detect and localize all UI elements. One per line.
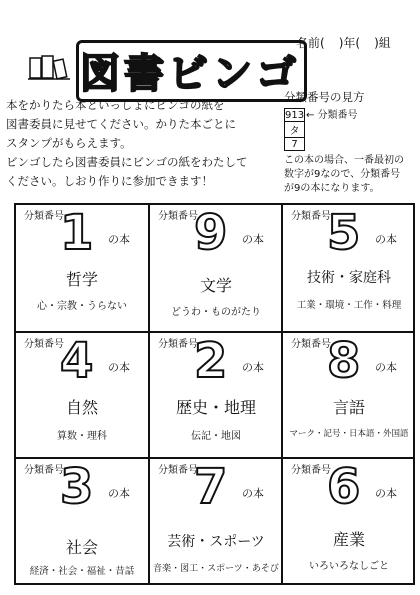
cell-label: 分類番号 [24, 211, 64, 222]
instruction-line: スタンプがもらえます。 [6, 136, 132, 150]
cell-examples: いろいろなしごと [309, 561, 389, 572]
cell-category: 技術・家庭科 [307, 270, 391, 286]
cell-suffix: の本 [242, 361, 264, 374]
guide-note [284, 154, 416, 196]
cell-number: 4 [60, 333, 94, 389]
cell-suffix: の本 [375, 361, 397, 374]
instruction-line: ビンゴしたら図書委員にビンゴの紙をわたして [6, 155, 248, 169]
guide-note-line: が9の本になります。 [284, 183, 380, 194]
cell-suffix: の本 [108, 487, 130, 500]
books-icon [28, 52, 70, 82]
cell-label: 分類番号 [291, 465, 331, 476]
guide-note-line: 数字が9なので、分類番号 [284, 169, 401, 180]
cell-examples: マーク・記号・日本語・外国語 [289, 429, 409, 439]
instruction-line: 図書委員に見せてください。かりた本ごとに [6, 117, 236, 131]
cell-category: 芸術・スポーツ [167, 534, 265, 550]
cell-examples: どうわ・ものがたり [171, 307, 261, 318]
cell-label: 分類番号 [158, 465, 198, 476]
cell-number: 8 [327, 333, 361, 389]
instruction-line: ください。しおり作りに参加できます！ [6, 174, 213, 188]
bingo-cell[interactable] [16, 333, 148, 459]
name-grade-class-line [296, 34, 391, 51]
cell-number: 1 [60, 205, 94, 261]
name-prefix: 名前( [296, 36, 325, 50]
cell-suffix: の本 [108, 361, 130, 374]
code-row: タ [285, 122, 305, 138]
cell-examples: 伝記・地図 [191, 431, 241, 442]
cell-examples: 音楽・図工・スポーツ・あそび [153, 564, 279, 574]
guide-note-line: この本の場合、一番最初の [284, 155, 404, 166]
code-label-example [284, 108, 305, 151]
cell-label: 分類番号 [291, 339, 331, 350]
cell-suffix: の本 [375, 233, 397, 246]
cell-label: 分類番号 [158, 339, 198, 350]
cell-examples: 経済・社会・福祉・昔話 [29, 566, 135, 577]
cell-category: 自然 [65, 398, 98, 417]
cell-number: 6 [327, 459, 361, 515]
bingo-grid [14, 203, 415, 585]
page-title: 図書ビンゴ [80, 51, 300, 97]
cell-category: 言語 [332, 398, 365, 417]
grade-suffix: )年( [338, 36, 361, 50]
cell-suffix: の本 [242, 233, 264, 246]
cell-suffix: の本 [108, 233, 130, 246]
cell-category: 産業 [332, 530, 365, 549]
cell-label: 分類番号 [158, 211, 198, 222]
cell-examples: 算数・理科 [57, 431, 107, 442]
cell-category: 文学 [199, 276, 232, 295]
cell-number: 7 [194, 459, 228, 515]
cell-label: 分類番号 [24, 339, 64, 350]
cell-number: 2 [194, 333, 228, 389]
classification-guide [284, 90, 414, 104]
bingo-cell[interactable] [150, 333, 282, 459]
cell-examples: 工業・環境・工作・料理 [296, 300, 402, 311]
bingo-cell[interactable] [150, 205, 282, 331]
bingo-cell[interactable] [283, 333, 415, 459]
bingo-cell[interactable] [283, 459, 415, 585]
cell-category: 哲学 [65, 270, 98, 289]
bingo-cell[interactable] [150, 459, 282, 585]
bingo-cell[interactable] [16, 459, 148, 585]
bingo-cell[interactable] [283, 205, 415, 331]
cell-category: 歴史・地理 [175, 398, 256, 417]
cell-suffix: の本 [242, 487, 264, 500]
cell-label: 分類番号 [24, 465, 64, 476]
bingo-cell[interactable] [16, 205, 148, 331]
instruction-line: 本をかりたら本といっしょにビンゴの紙を [6, 98, 225, 112]
code-row: 7 [285, 138, 305, 151]
instructions [6, 96, 278, 191]
cell-examples: 心・宗教・うらない [37, 301, 127, 312]
guide-heading: 分類番号の見方 [284, 90, 365, 104]
cell-number: 3 [60, 459, 94, 515]
cell-number: 5 [327, 205, 361, 261]
cell-label: 分類番号 [291, 211, 331, 222]
class-suffix: )組 [374, 36, 391, 50]
cell-suffix: の本 [375, 487, 397, 500]
cell-number: 9 [194, 205, 228, 261]
code-arrow-label: ← 分類番号 [306, 110, 358, 121]
code-row: 913 [285, 109, 305, 121]
cell-category: 社会 [65, 538, 98, 557]
